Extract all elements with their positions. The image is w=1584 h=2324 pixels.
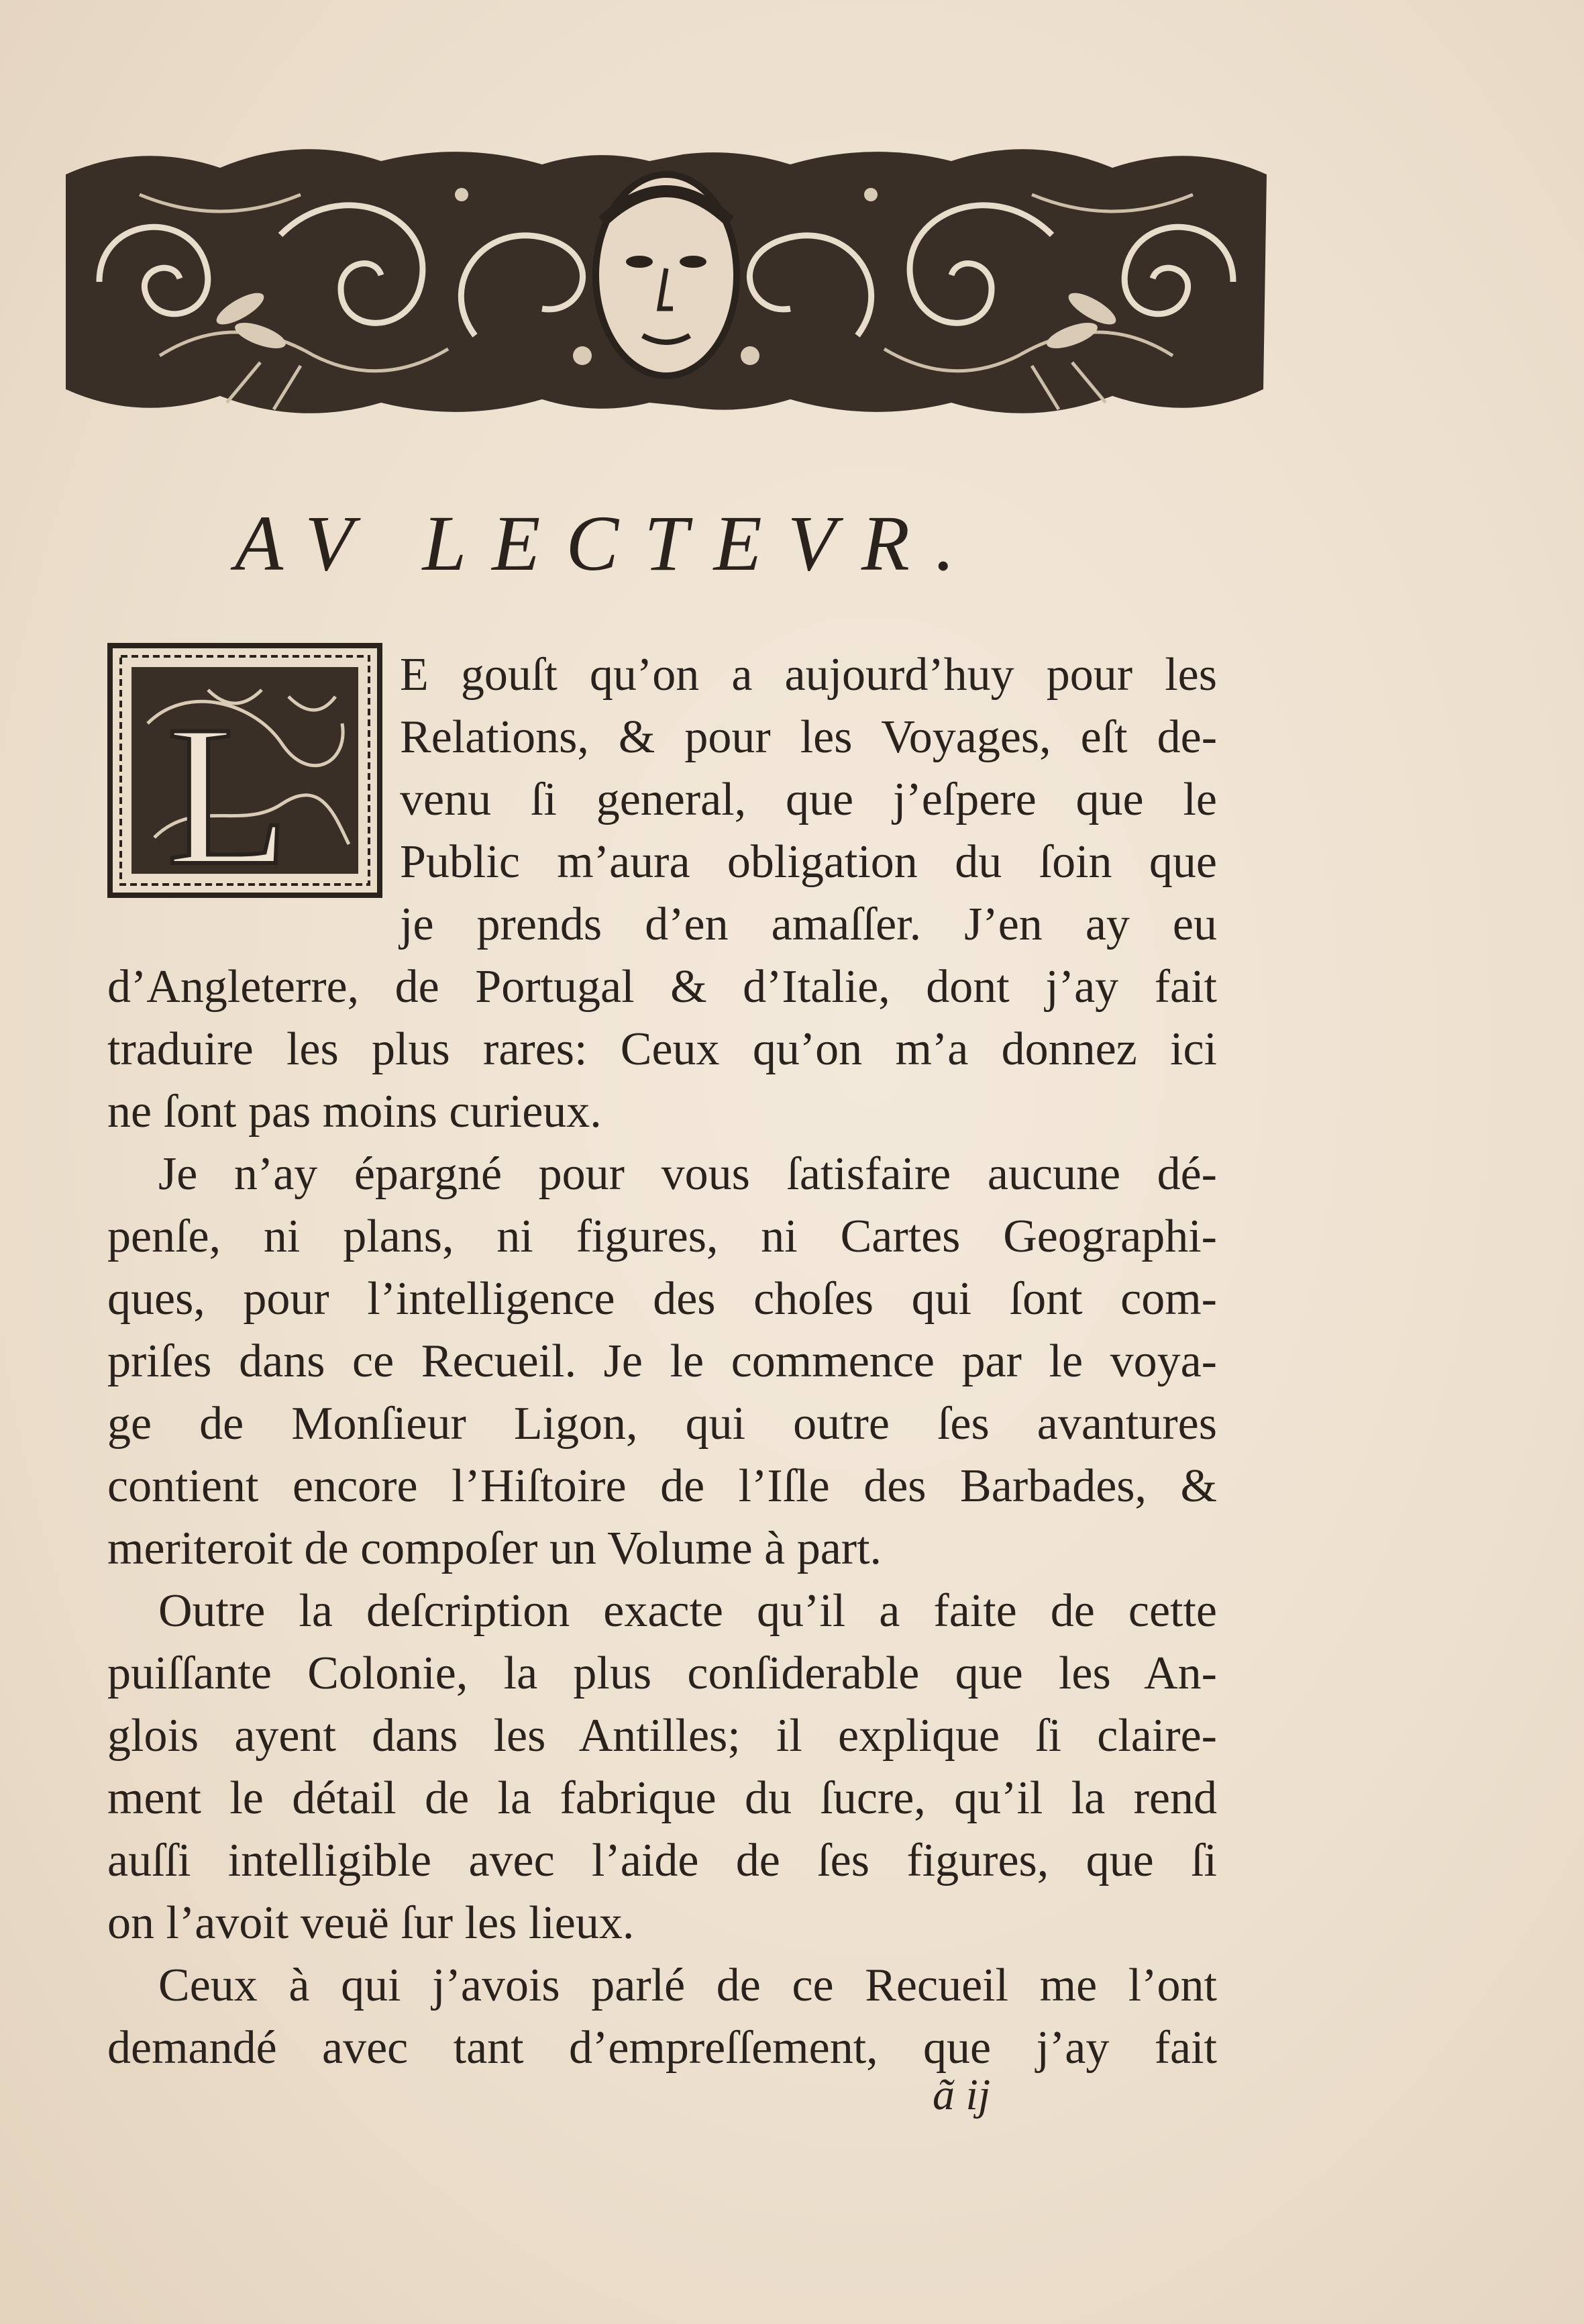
text-line: Outre la deſcription exacte qu’il a faite de cette [158, 1585, 1217, 1637]
text-line: E gouſt qu’on a aujourd’huy pour les [400, 649, 1217, 701]
text-line: glois ayent dans les Antilles; il explique ſi claire- [107, 1710, 1217, 1762]
text-line: Relations, & pour les Voyages, eſt de- [400, 711, 1217, 763]
text-line: d’Angleterre, de Portugal & d’Italie, dont j’ay fait [107, 961, 1217, 1013]
woodcut-headpiece-ornament [59, 134, 1273, 427]
page-title: AV LECTEVR. [235, 499, 981, 587]
text-line: Je n’ay épargné pour vous ſatisfaire aucune dé- [158, 1148, 1217, 1200]
text-line: auſſi intelligible avec l’aide de ſes figures, que ſi [107, 1835, 1217, 1886]
text-line: contient encore l’Hiſtoire de l’Iſle des Barbades, & [107, 1460, 1217, 1512]
text-line: traduire les plus rares: Ceux qu’on m’a donnez ici [107, 1023, 1217, 1075]
text-line: ques, pour l’intelligence des choſes qui ſont com- [107, 1273, 1217, 1325]
text-line: puiſſante Colonie, la plus conſiderable que les An- [107, 1648, 1217, 1699]
text-line: on l’avoit veuë ſur les lieux. [107, 1897, 635, 1949]
text-line: Ceux à qui j’avois parlé de ce Recueil me l’ont [158, 1960, 1217, 2011]
text-line: venu ſi general, que j’eſpere que le [400, 774, 1217, 825]
text-line: priſes dans ce Recueil. Je le commence par le voya- [107, 1335, 1217, 1387]
text-line: je prends d’en amaſſer. J’en ay eu [400, 899, 1217, 950]
text-line: ne ſont pas moins curieux. [107, 1086, 602, 1138]
text-line: meriteroit de compoſer un Volume à part. [107, 1523, 882, 1574]
text-line: ge de Monſieur Ligon, qui outre ſes avantures [107, 1398, 1217, 1450]
signature-mark: ã ij [933, 2070, 991, 2119]
text-line: penſe, ni plans, ni figures, ni Cartes Geographi- [107, 1211, 1217, 1262]
text-line: demandé avec tant d’empreſſement, que j’ay fait [107, 2022, 1217, 2074]
drop-cap-letter: L [166, 684, 290, 898]
text-line: Public m’aura obligation du ſoin que [400, 836, 1217, 888]
text-line: ment le détail de la fabrique du ſucre, qu’il la rend [107, 1772, 1217, 1824]
decorated-initial-letter [107, 643, 382, 898]
